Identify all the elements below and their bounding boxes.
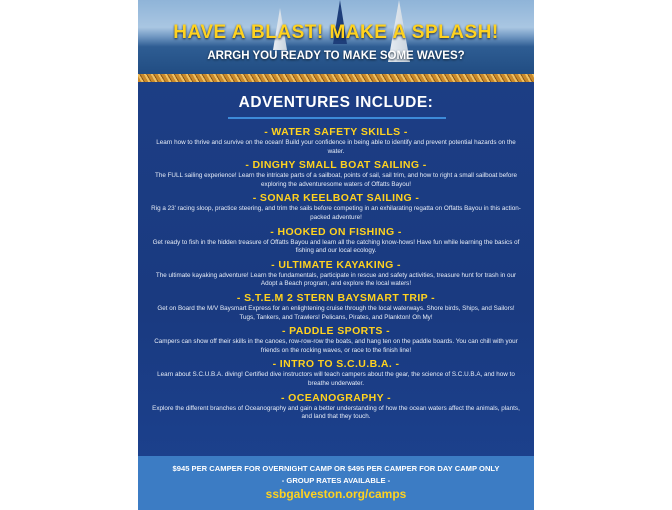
adventure-title: - INTRO TO S.C.U.B.A. - (272, 358, 400, 371)
adventure-title: - PADDLE SPORTS - (281, 325, 391, 338)
adventures-heading: ADVENTURES INCLUDE: (238, 94, 434, 111)
adventure-item (138, 259, 534, 289)
adventure-item (138, 392, 534, 422)
adventure-title: - OCEANOGRAPHY - (280, 391, 392, 404)
rope-divider (138, 74, 534, 82)
camp-flyer (138, 0, 534, 510)
adventure-description: Campers can show off their skills in the canoes, row-row-row the boats, and hang ten on the paddle boards. You can chill with your friends on the rocking waves, or race to the finish line! (154, 338, 518, 354)
adventure-description: Get on Board the M/V Baysmart Express for an enlightening cruise through the local waterways. Shore birds, Ships, and Sailors! Tugs, Tankers, and Trawlers! Pelicans, Pirates, and Plankton! Oh My! (157, 304, 515, 321)
adventure-item (138, 126, 534, 156)
adventure-description: Learn about S.C.U.B.A. diving! Certified dive instructors will teach campers about the gear, the science of S.C.U.B.A, and how to breathe underwater. (157, 371, 515, 387)
adventure-description: The ultimate kayaking adventure! Learn the fundamentals, participate in rescue and safety activities, treasure hunt for trash in our Adopt a Beach program, and explore the local waters! (155, 271, 517, 288)
group-rates-text: - GROUP RATES AVAILABLE - (281, 476, 391, 485)
adventure-title: - S.T.E.M 2 STERN BAYSMART TRIP - (236, 291, 436, 304)
adventure-item (138, 325, 534, 355)
adventure-list (138, 126, 534, 425)
adventure-description: Explore the different branches of Oceanography and gain a better understanding of how the ocean waters affect the animals, plants, and land that they touch. (152, 404, 520, 421)
adventure-description: Learn how to thrive and survive on the ocean! Build your confidence in being able to identify and prevent potential hazards on the water. (156, 139, 516, 155)
adventure-title: - ULTIMATE KAYAKING - (271, 258, 401, 271)
adventure-title: - HOOKED ON FISHING - (270, 225, 402, 238)
heading-underline (228, 117, 446, 119)
adventure-item (138, 192, 534, 222)
pricing-text: $945 PER CAMPER FOR OVERNIGHT CAMP OR $495 PER CAMPER FOR DAY CAMP ONLY (172, 464, 500, 473)
adventure-title: - DINGHY SMALL BOAT SAILING - (245, 159, 427, 172)
subheadline: ARRGH YOU READY TO MAKE SOME WAVES? (207, 50, 465, 62)
website-link[interactable]: ssbgalveston.org/camps (265, 487, 407, 501)
adventure-item (138, 226, 534, 256)
pricing-footer (138, 456, 534, 510)
headline: HAVE A BLAST! MAKE A SPLASH! (173, 22, 499, 43)
adventure-description: The FULL sailing experience! Learn the intricate parts of a sailboat, points of sail, sail trim, and how to right a small sailboat before exploring the adventuresome waters of Offatts Bayou! (154, 172, 518, 188)
adventure-item (138, 292, 534, 322)
adventure-item (138, 358, 534, 388)
adventure-description: Rig a 23' racing sloop, practice steering, and trim the sails before competing in an exhilarating regatta on Offatts Bayou in this action-packed adventure! (151, 205, 521, 221)
adventure-title: - SONAR KEELBOAT SAILING - (252, 192, 420, 205)
adventure-description: Get ready to fish in the hidden treasure of Offatts Bayou and learn all the catching know-hows! Have fun while learning the basics of fishing and our local ecology. (152, 238, 520, 255)
adventure-title: - WATER SAFETY SKILLS - (264, 126, 408, 138)
adventure-item (138, 159, 534, 189)
